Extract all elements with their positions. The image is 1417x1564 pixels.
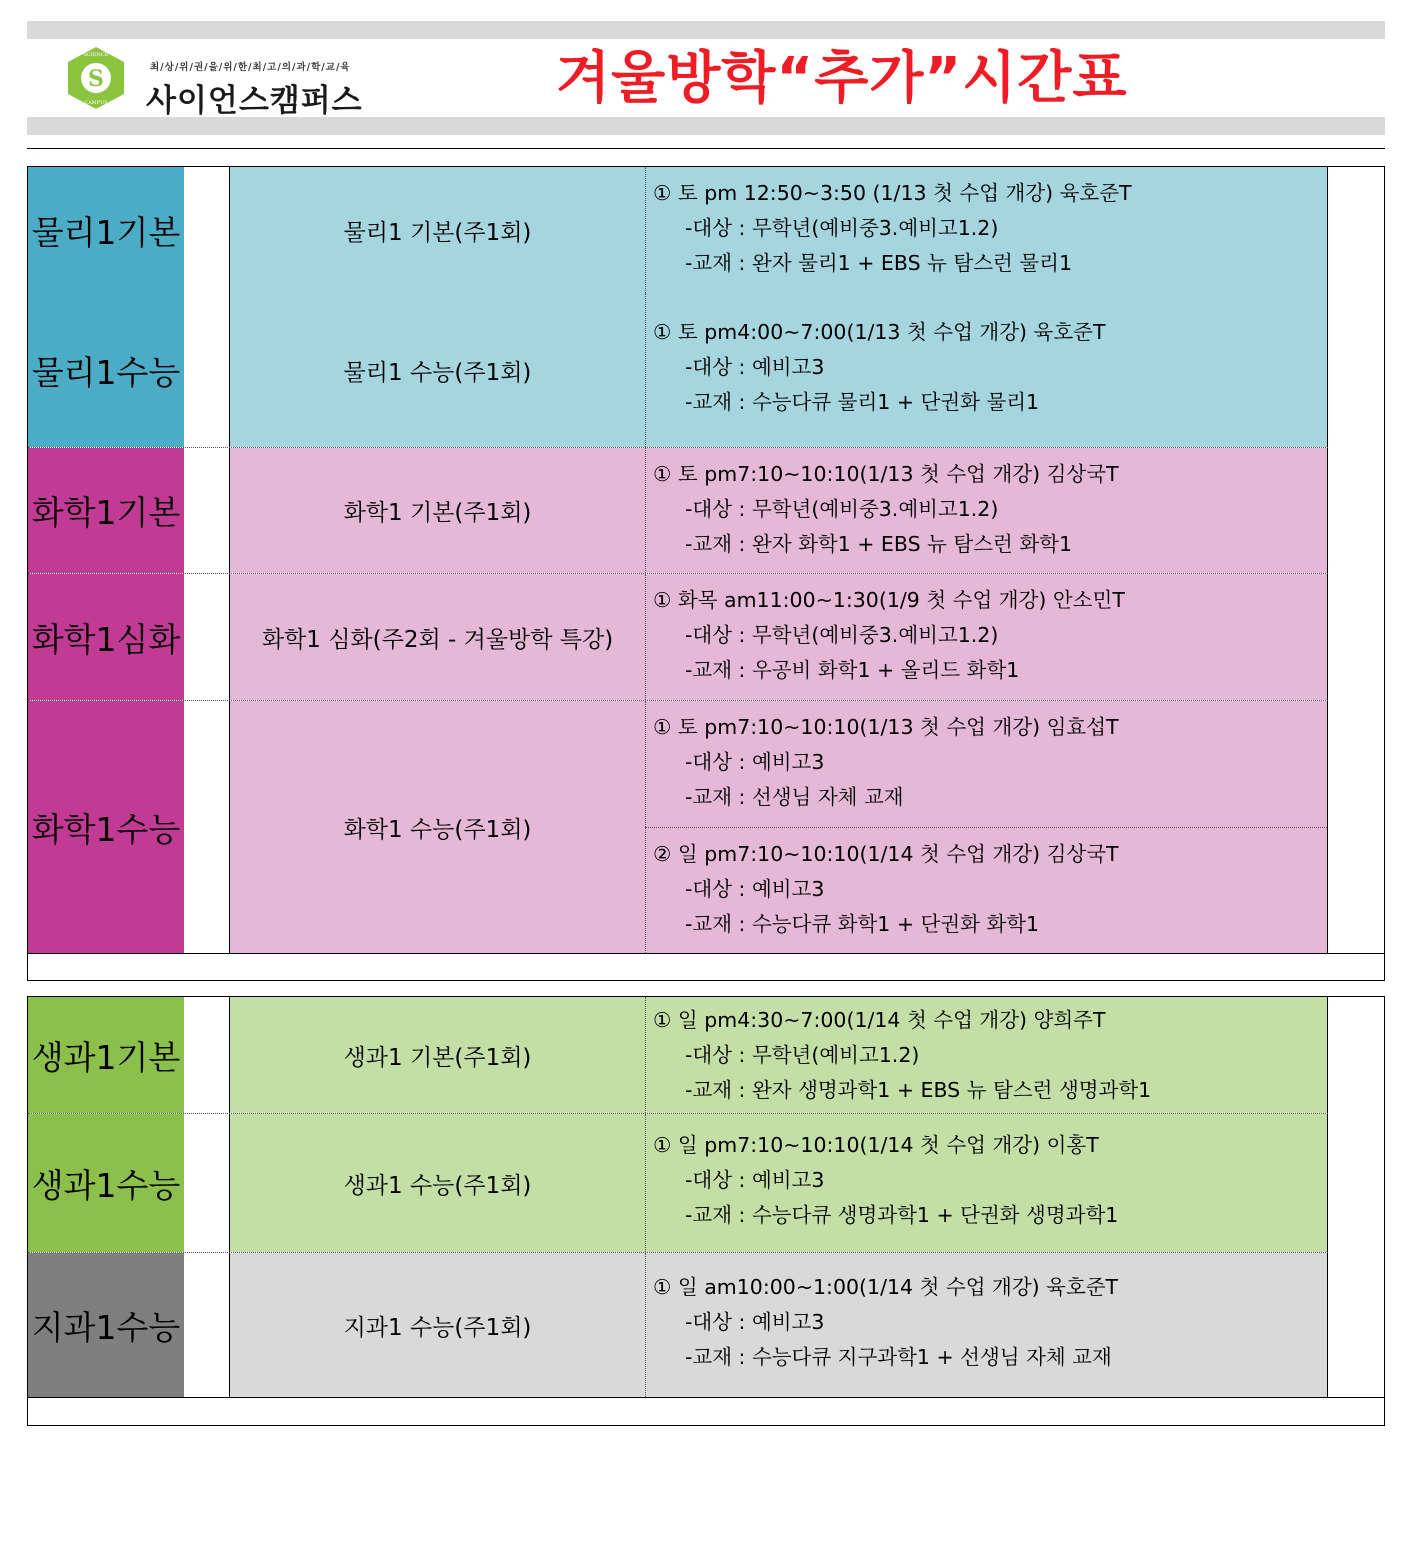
course-name: 물리1 기본(주1회) [229,167,645,293]
table-row [28,1114,1384,1252]
course-details [645,701,1327,827]
svg-text:S: S [88,66,104,92]
schedule-line: ① 일 pm7:10~10:10(1/14 첫 수업 개강) 이홍T [653,1133,1099,1157]
textbook-line: -교재 : 수능다큐 생명과학1 + 단권화 생명과학1 [685,1203,1119,1227]
subject-label: 화학1심화 [28,574,184,700]
course-details [645,293,1327,447]
subject-label: 생과1기본 [28,997,184,1113]
table-row [28,167,1384,293]
schedule-table-physics-chemistry [27,166,1385,981]
subject-label: 화학1기본 [28,448,184,573]
science-campus-logo-icon [66,46,126,110]
table-row [28,701,1384,953]
schedule-line: ① 토 pm7:10~10:10(1/13 첫 수업 개강) 임효섭T [653,715,1119,739]
subject-label: 생과1수능 [28,1114,184,1252]
subject-label: 물리1수능 [28,293,184,447]
textbook-line: -교재 : 우공비 화학1 + 올리드 화학1 [685,658,1020,682]
target-line: -대상 : 무학년(예비중3.예비고1.2) [685,623,999,647]
schedule-line: ① 화목 am11:00~1:30(1/9 첫 수업 개강) 안소민T [653,588,1125,612]
subject-label: 지과1수능 [28,1253,184,1397]
logo-badge-bottom: CAMPUS [84,100,108,106]
table-bottom-line [28,953,1384,954]
page-title: 겨울방학“추가”시간표 [556,46,1128,111]
course-name: 화학1 기본(주1회) [229,448,645,573]
table-bottom-line [28,1397,1384,1398]
target-line: -대상 : 예비고3 [685,1310,825,1334]
table-row [28,448,1384,573]
course-details [645,1253,1327,1397]
textbook-line: -교재 : 선생님 자체 교재 [685,785,904,809]
target-line: -대상 : 예비고3 [685,355,825,379]
target-line: -대상 : 무학년(예비중3.예비고1.2) [685,216,999,240]
table-row [28,1253,1384,1397]
course-details [645,167,1327,293]
target-line: -대상 : 무학년(예비고1.2) [685,1043,920,1067]
target-line: -대상 : 무학년(예비중3.예비고1.2) [685,497,999,521]
course-name: 화학1 심화(주2회 - 겨울방학 특강) [229,574,645,700]
course-details [645,827,1327,953]
target-line: -대상 : 예비고3 [685,877,825,901]
course-name: 지과1 수능(주1회) [229,1253,645,1397]
header-divider [27,148,1385,149]
target-line: -대상 : 예비고3 [685,1168,825,1192]
subject-label: 화학1수능 [28,701,184,953]
schedule-line: ① 일 am10:00~1:00(1/14 첫 수업 개강) 육호준T [653,1275,1119,1299]
course-details [645,448,1327,573]
schedule-line: ① 토 pm7:10~10:10(1/13 첫 수업 개강) 김상국T [653,462,1119,486]
course-name: 물리1 수능(주1회) [229,293,645,447]
schedule-table-biology-earth [27,996,1385,1426]
logo-badge-top: SCIENCE [83,52,109,58]
table-row [28,997,1384,1113]
course-name: 생과1 수능(주1회) [229,1114,645,1252]
textbook-line: -교재 : 수능다큐 화학1 + 단권화 화학1 [685,912,1040,936]
course-details [645,997,1327,1113]
course-name: 생과1 기본(주1회) [229,997,645,1113]
textbook-line: -교재 : 완자 생명과학1 + EBS 뉴 탐스런 생명과학1 [685,1078,1152,1102]
subject-label: 물리1기본 [28,167,184,293]
course-details [645,574,1327,700]
logo-name: 사이언스캠퍼스 [146,83,363,119]
schedule-line: ① 일 pm4:30~7:00(1/14 첫 수업 개강) 양희주T [653,1008,1106,1032]
logo-slogan: 최/상/위/권/을/위/한/최/고/의/과/학/교/육 [150,62,351,73]
target-line: -대상 : 예비고3 [685,750,825,774]
logo [64,44,404,119]
table-row [28,293,1384,447]
course-details [645,1114,1327,1252]
textbook-line: -교재 : 수능다큐 물리1 + 단권화 물리1 [685,390,1040,414]
header-top-band [27,21,1385,39]
schedule-line: ① 토 pm 12:50~3:50 (1/13 첫 수업 개강) 육호준T [653,181,1132,205]
textbook-line: -교재 : 완자 화학1 + EBS 뉴 탐스런 화학1 [685,532,1073,556]
schedule-line: ② 일 pm7:10~10:10(1/14 첫 수업 개강) 김상국T [653,842,1119,866]
schedule-line: ① 토 pm4:00~7:00(1/13 첫 수업 개강) 육호준T [653,320,1106,344]
textbook-line: -교재 : 수능다큐 지구과학1 + 선생님 자체 교재 [685,1345,1112,1369]
course-name: 화학1 수능(주1회) [229,701,645,953]
table-row [28,574,1384,700]
textbook-line: -교재 : 완자 물리1 + EBS 뉴 탐스런 물리1 [685,251,1073,275]
